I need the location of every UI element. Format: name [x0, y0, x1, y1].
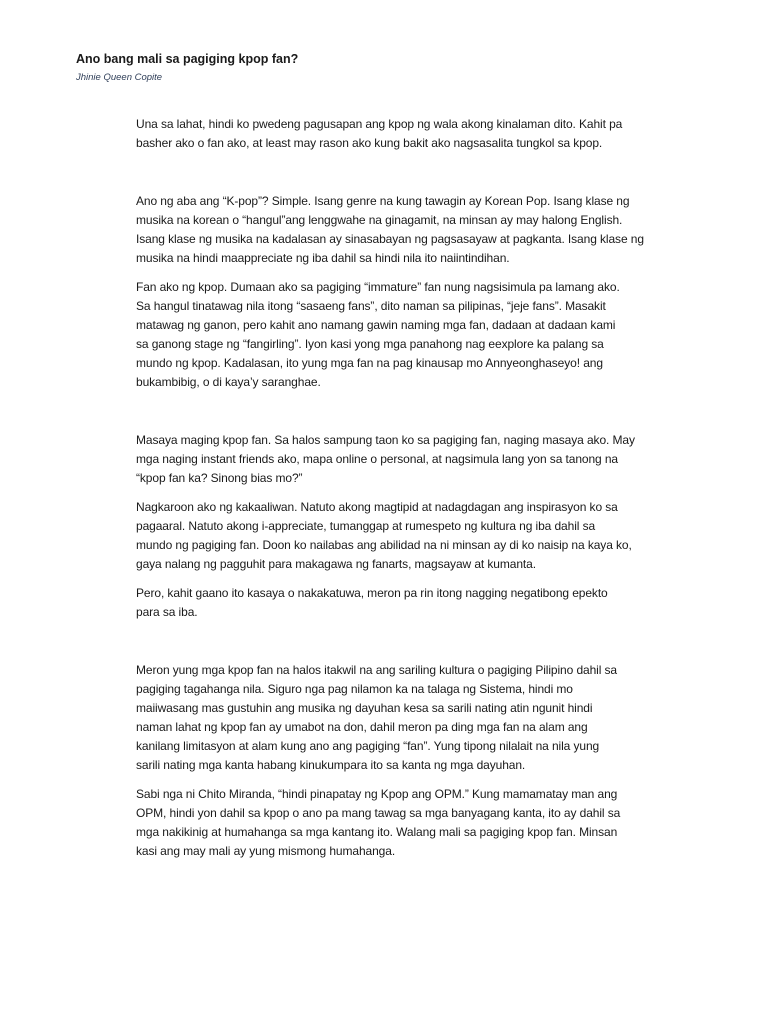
text-line: “kpop fan ka? Sinong bias mo?”: [136, 471, 303, 485]
text-line: matawag ng ganon, pero kahit ano namang gawin naming mga fan, dadaan at dadaan kami: [136, 318, 616, 332]
paragraph-5: [136, 498, 666, 574]
paragraph-6: [136, 584, 666, 622]
text-line: Ano ng aba ang “K-pop”? Simple. Isang genre na kung tawagin ay Korean Pop. Isang klase ng: [136, 194, 630, 208]
text-line: mga naging instant friends ako, mapa online o personal, at nagsimula lang yon sa tanong na: [136, 452, 618, 466]
text-line: para sa iba.: [136, 605, 198, 619]
text-line: sarili nating mga kanta habang kinukumpara ito sa kanta ng mga dayuhan.: [136, 758, 526, 772]
paragraph-4: [136, 431, 666, 488]
paragraph-2: [136, 192, 666, 268]
paragraph-1: [136, 115, 666, 153]
text-line: Isang klase ng musika na kadalasan ay sinasabayan ng pagsasayaw at pagkanta. Isang klase ng: [136, 232, 644, 246]
text-line: kanilang limitasyon at alam kung ano ang pagiging “fan”. Yung tipong nilalait na nila yung: [136, 739, 600, 753]
document-header: [76, 51, 298, 84]
text-line: naman lahat ng kpop fan ay umabot na don, dahil meron pa ding mga fan na alam ang: [136, 720, 588, 734]
text-line: basher ako o fan ako, at least may rason ako kung bakit ako nagsasalita tungkol sa kpop.: [136, 136, 603, 150]
paragraph-7: [136, 661, 666, 775]
text-line: pagaaral. Natuto akong i-appreciate, tumanggap at rumespeto ng kultura ng iba dahil sa: [136, 519, 596, 533]
text-line: musika na hindi maappreciate ng iba dahil sa hindi nila ito naiintindihan.: [136, 251, 510, 265]
text-line: Sabi nga ni Chito Miranda, “hindi pinapatay ng Kpop ang OPM.” Kung mamamatay man ang: [136, 787, 618, 801]
document-author: Jhinie Queen Copite: [76, 72, 163, 83]
text-line: pagiging tagahanga nila. Siguro nga pag nilamon ka na talaga ng Sistema, hindi mo: [136, 682, 573, 696]
text-line: sa ganong stage ng “fangirling”. Iyon kasi yong mga panahong nag eexplore ka palang sa: [136, 337, 604, 351]
text-line: musika na korean o “hangul”ang lenggwahe na ginagamit, na minsan ay may halong English.: [136, 213, 623, 227]
text-line: Fan ako ng kpop. Dumaan ako sa pagiging “immature” fan nung nagsisimula pa lamang ako.: [136, 280, 620, 294]
text-line: Meron yung mga kpop fan na halos itakwil na ang sariling kultura o pagiging Pilipino dahil sa: [136, 663, 618, 677]
text-line: bukambibig, o di kaya’y saranghae.: [136, 375, 321, 389]
text-line: Pero, kahit gaano ito kasaya o nakakatuwa, meron pa rin itong nagging negatibong epekto: [136, 586, 608, 600]
text-line: Masaya maging kpop fan. Sa halos sampung taon ko sa pagiging fan, naging masaya ako. May: [136, 433, 635, 447]
text-line: Una sa lahat, hindi ko pwedeng pagusapan ang kpop ng wala akong kinalaman dito. Kahit pa: [136, 117, 623, 131]
text-line: kasi ang may mali ay yung mismong humahanga.: [136, 844, 396, 858]
text-line: mundo ng kpop. Kadalasan, ito yung mga fan na pag kinausap mo Annyeonghaseyo! ang: [136, 356, 603, 370]
text-line: Nagkaroon ako ng kakaaliwan. Natuto akong magtipid at nadagdagan ang inspirasyon ko sa: [136, 500, 618, 514]
text-line: mundo ng pagiging fan. Doon ko nailabas ang abilidad na ni minsan ay di ko naisip na kaya ko,: [136, 538, 632, 552]
paragraph-8: [136, 785, 666, 861]
text-line: gaya nalang ng pagguhit para makagawa ng fanarts, magsayaw at kumanta.: [136, 557, 536, 571]
text-line: mga nakikinig at humahanga sa mga kantang ito. Walang mali sa pagiging kpop fan. Minsan: [136, 825, 618, 839]
text-line: maiiwasang mas gustuhin ang musika ng dayuhan kesa sa sarili nating atin ngunit hindi: [136, 701, 593, 715]
paragraph-3: [136, 278, 666, 392]
document-title: Ano bang mali sa pagiging kpop fan?: [76, 52, 299, 66]
document-body: [136, 115, 666, 861]
text-line: Sa hangul tinatawag nila itong “sasaeng fans”, dito naman sa pilipinas, “jeje fans”. Masakit: [136, 299, 606, 313]
text-line: OPM, hindi yon dahil sa kpop o ano pa mang tawag sa mga banyagang kanta, ito ay dahil sa: [136, 806, 621, 820]
